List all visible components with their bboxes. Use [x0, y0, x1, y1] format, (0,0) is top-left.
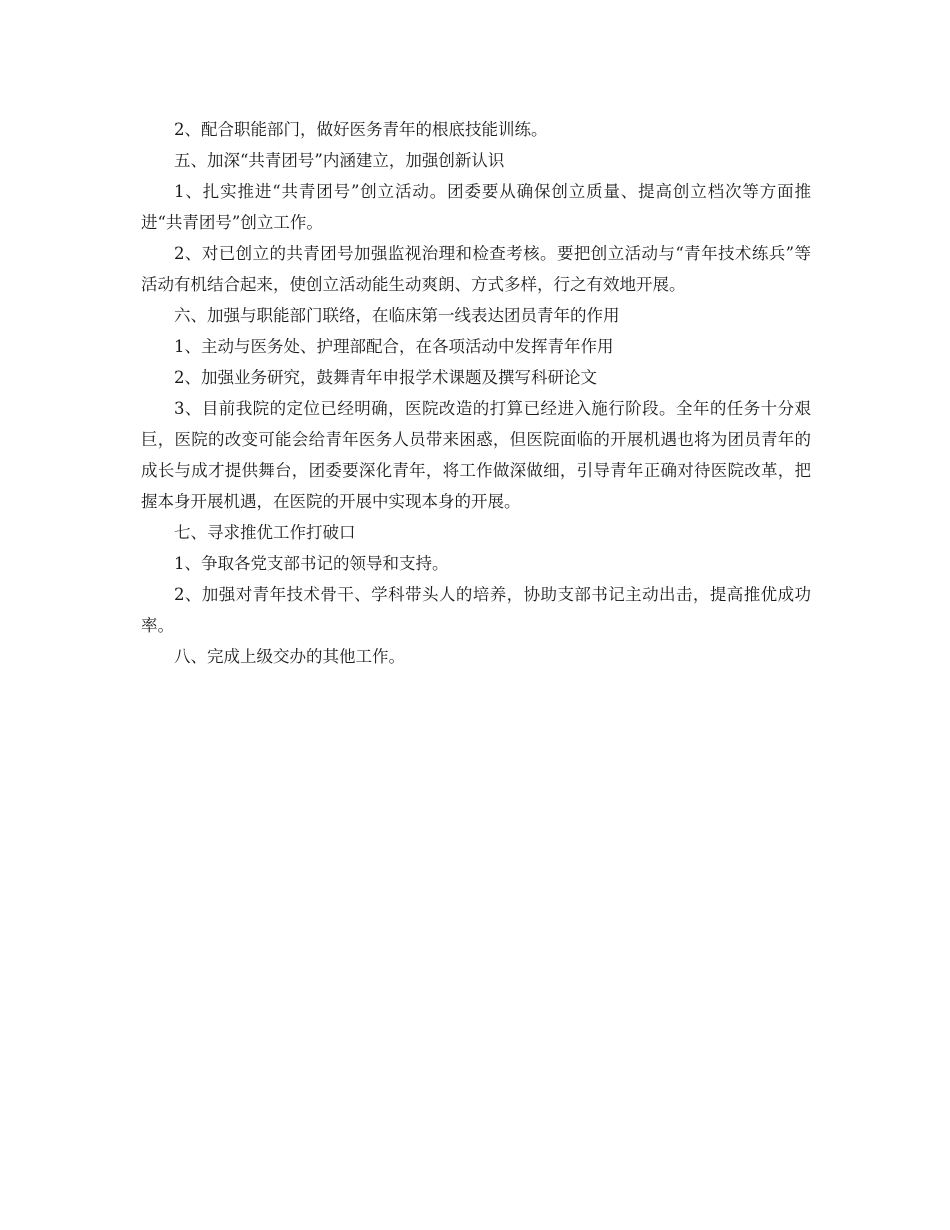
paragraph-research: 2、加强业务研究，鼓舞青年申报学术课题及撰写科研论文 — [174, 368, 597, 387]
paragraph-talent-training: 2、加强对青年技术骨干、学科带头人的培养，协助支部书记主动出击，提高推优成功率。 — [141, 585, 811, 635]
paragraph-cooperate: 1、主动与医务处、护理部配合，在各项活动中发挥青年作用 — [174, 337, 614, 356]
paragraph-skill-training: 2、配合职能部门，做好医务青年的根底技能训练。 — [174, 120, 548, 139]
paragraph-promote-creation: 1、扎实推进“共青团号”创立活动。团委要从确保创立质量、提高创立档次等方面推进“共青团号”创立工作。 — [141, 182, 811, 232]
paragraph-supervision: 2、对已创立的共青团号加强监视治理和检查考核。要把创立活动与“青年技术练兵”等活动有机结合起来，使创立活动能生动爽朗、方式多样，行之有效地开展。 — [141, 244, 811, 294]
section-heading-six: 六、加强与职能部门联络，在临床第一线表达团员青年的作用 — [174, 306, 620, 325]
section-heading-five: 五、加深“共青团号”内涵建立，加强创新认识 — [174, 151, 505, 170]
paragraph-hospital-reform: 3、目前我院的定位已经明确，医院改造的打算已经进入施行阶段。全年的任务十分艰巨，医院的改变可能会给青年医务人员带来困惑，但医院面临的开展机遇也将为团员青年的成长与成才提供舞台，团委要深化青年，将工作做深做细，引导青年正确对待医院改革，把握本身开展机遇，在医院的开展中实现本身的开展。 — [141, 399, 811, 511]
section-heading-seven: 七、寻求推优工作打破口 — [174, 523, 356, 542]
paragraph-leadership-support: 1、争取各党支部书记的领导和支持。 — [174, 554, 449, 573]
section-heading-eight: 八、完成上级交办的其他工作。 — [174, 647, 405, 666]
document-body — [141, 114, 811, 672]
